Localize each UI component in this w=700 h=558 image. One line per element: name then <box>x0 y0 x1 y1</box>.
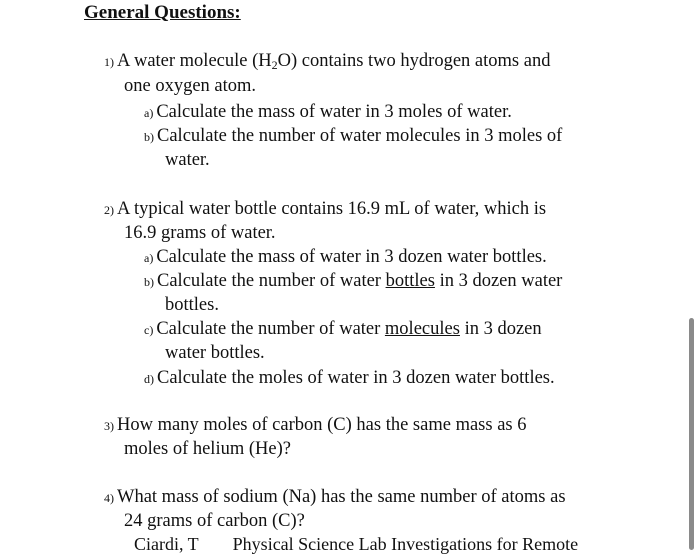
question-1-number: 1) <box>104 55 114 69</box>
question-2c: c) Calculate the number of water molecules in 3 dozen <box>144 319 542 339</box>
question-3-number: 3) <box>104 419 114 433</box>
question-2a: a) Calculate the mass of water in 3 dozen water bottles. <box>144 247 547 267</box>
question-2d: d) Calculate the moles of water in 3 dozen water bottles. <box>144 368 555 388</box>
question-3-line2: moles of helium (He)? <box>124 439 291 459</box>
question-2-line2: 16.9 grams of water. <box>124 223 276 243</box>
question-3-line1: 3) How many moles of carbon (C) has the same mass as 6 <box>104 415 527 435</box>
footer-course: Physical Science Lab Investigations for Remote <box>232 534 579 554</box>
footer-author: Ciardi, T <box>134 534 199 554</box>
question-1b: b) Calculate the number of water molecules in 3 moles of <box>144 126 563 146</box>
question-1a: a) Calculate the mass of water in 3 moles of water. <box>144 102 512 122</box>
question-4-number: 4) <box>104 491 114 505</box>
question-1-line1: 1) A water molecule $(H_2O)$ contains two hydrogen atoms and <box>104 51 551 72</box>
question-2b-cont: bottles. <box>165 295 219 315</box>
question-2b: b) Calculate the number of water bottles in 3 dozen water <box>144 271 563 291</box>
page-title: General Questions: <box>84 2 241 23</box>
question-2c-cont: water bottles. <box>165 343 265 363</box>
question-1-line2: one oxygen atom. <box>124 76 257 96</box>
page-footer <box>134 534 578 555</box>
question-1b-cont: water. <box>165 150 210 170</box>
vertical-scrollbar[interactable] <box>689 318 694 550</box>
question-2-number: 2) <box>104 203 114 217</box>
question-4-line2: 24 grams of carbon (C)? <box>124 511 305 531</box>
question-2-line1: 2) A typical water bottle contains 16.9 mL of water, which is <box>104 199 547 219</box>
question-4-line1: 4) What mass of sodium (Na) has the same number of atoms as <box>104 487 566 507</box>
